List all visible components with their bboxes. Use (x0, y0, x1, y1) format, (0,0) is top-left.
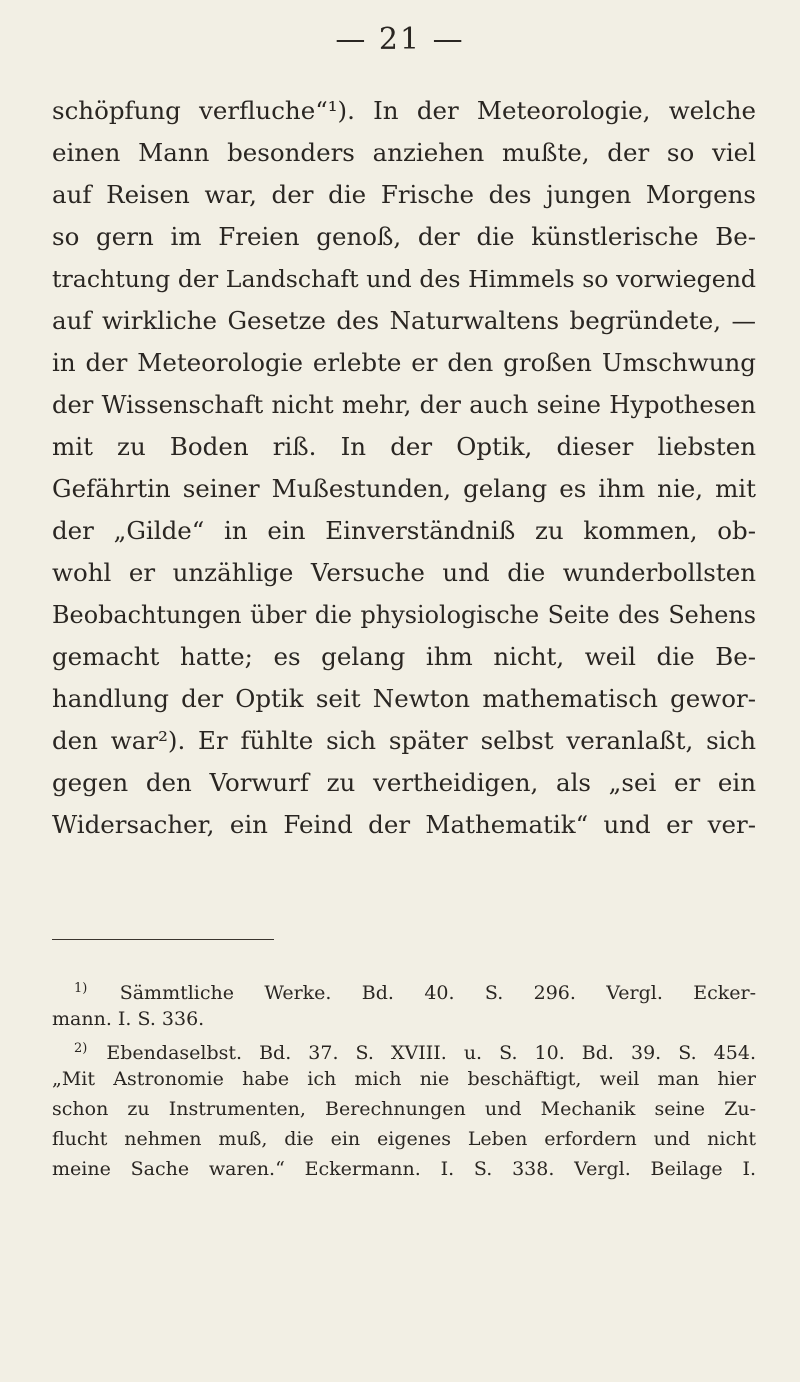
text-line: wohl er unzählige Versuche und die wunderbollsten (52, 558, 756, 587)
footnote-divider (52, 939, 274, 940)
footnote-1-line: mann. I. S. 336. (52, 1008, 205, 1030)
text-line: gegen den Vorwurf zu vertheidigen, als „sei er ein (52, 768, 756, 797)
main-text (52, 90, 756, 846)
text-line: Widersacher, ein Feind der Mathematik“ und er ver- (52, 810, 756, 839)
text-line: gemacht hatte; es gelang ihm nicht, weil die Be- (52, 642, 756, 671)
footnote-1-line (52, 974, 756, 1004)
footnote-2-line: meine Sache waren.“ Eckermann. I. S. 338. Vergl. Beilage I. (52, 1158, 756, 1180)
text-line: trachtung der Landschaft und des Himmels so vorwiegend (52, 265, 756, 293)
page-number: — 21 — (335, 22, 465, 57)
footnote-1-mark: 1) (74, 981, 88, 996)
text-line: handlung der Optik seit Newton mathematisch gewor- (52, 684, 756, 713)
text-line: auf Reisen war, der die Frische des jungen Morgens (52, 180, 756, 209)
footnote-1-text: Sämmtliche Werke. Bd. 40. S. 296. Vergl. Ecker- (119, 982, 756, 1004)
text-line: in der Meteorologie erlebte er den großen Umschwung (52, 348, 756, 377)
footnote-2-line: schon zu Instrumenten, Berechnungen und Mechanik seine Zu- (52, 1098, 756, 1120)
text-line: mit zu Boden riß. In der Optik, dieser liebsten (52, 432, 756, 461)
footnote-2-line (52, 1034, 756, 1064)
footnote-2-line: „Mit Astronomie habe ich mich nie beschäftigt, weil man hier (52, 1068, 756, 1090)
text-line: einen Mann besonders anziehen mußte, der so viel (52, 138, 756, 167)
footnotes (52, 974, 756, 1184)
footnote-2-text: Ebendaselbst. Bd. 37. S. XVIII. u. S. 10. Bd. 39. S. 454. (106, 1042, 756, 1064)
text-line: den war²). Er fühlte sich später selbst veranlaßt, sich (52, 726, 756, 755)
text-line: so gern im Freien genoß, der die künstlerische Be- (52, 222, 756, 251)
text-line: auf wirkliche Gesetze des Naturwaltens begründete, — (52, 306, 756, 335)
footnote-2-mark: 2) (74, 1041, 88, 1056)
text-line: schöpfung verfluche“¹). In der Meteorologie, welche (52, 96, 756, 125)
text-line: Gefährtin seiner Mußestunden, gelang es ihm nie, mit (52, 474, 756, 503)
footnote-2-line: flucht nehmen muß, die ein eigenes Leben erfordern und nicht (52, 1128, 756, 1150)
text-line: Beobachtungen über die physiologische Seite des Sehens (52, 601, 756, 629)
text-line: der Wissenschaft nicht mehr, der auch seine Hypothesen (52, 391, 756, 419)
text-line: der „Gilde“ in ein Einverständniß zu kommen, ob- (52, 516, 756, 545)
